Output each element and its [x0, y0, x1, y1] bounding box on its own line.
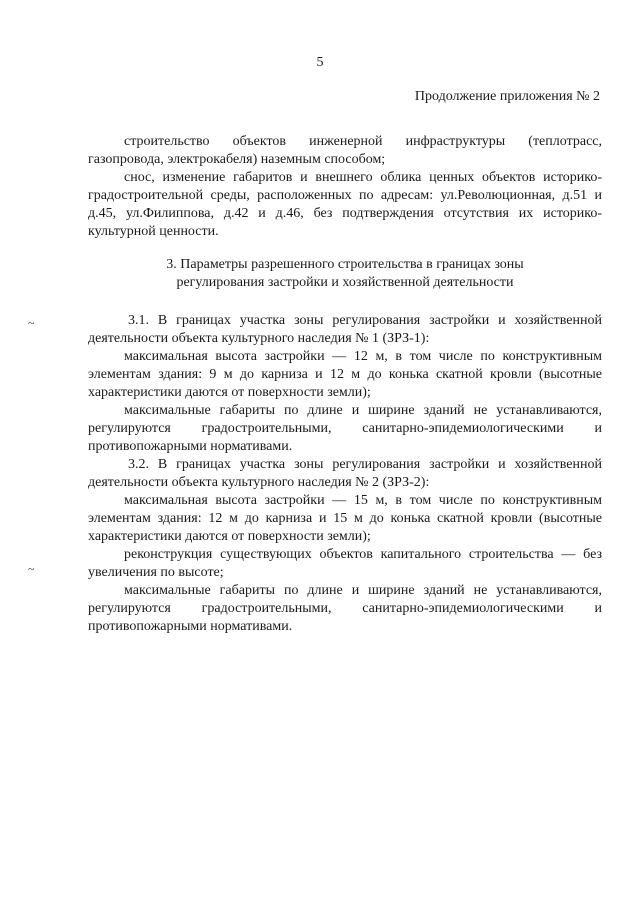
section-heading-line: 3. Параметры разрешенного строительства в границах зоны — [166, 257, 524, 272]
subsection-title: 3.1. В границах участка зоны регулирования застройки и хозяйственной деятельности объекта культурного наследия № 1 (ЗРЗ-1): — [88, 313, 602, 346]
section-heading-line: регулирования застройки и хозяйственной деятельности — [176, 275, 514, 290]
margin-mark: ~ — [28, 562, 35, 576]
intro-paragraph: строительство объектов инженерной инфраструктуры (теплотрасс, газопровода, электрокабеля) наземным способом; — [88, 134, 602, 167]
dimensions-paragraph: максимальные габариты по длине и ширине зданий не устанавливаются, регулируются градостроительными, санитарно-эпидемиологическими и противопожарными нормативами. — [88, 403, 602, 454]
appendix-label: Продолжение приложения № 2 — [414, 89, 600, 104]
height-paragraph: максимальная высота застройки — 12 м, в том числе по конструктивным элементам здания: 9 м до карниза и 12 м до конька скатной кровли (высотные характеристики даются от поверхности земли); — [88, 349, 602, 400]
intro-paragraph: снос, изменение габаритов и внешнего облика ценных объектов историко-градостроительной среды, расположенных по адресам: ул.Революционная, д.51 и д.45, ул.Филиппова, д.42 и д.46, без подтверждения отсутствия их историко-культурной ценности. — [88, 170, 602, 239]
subsection-title: 3.2. В границах участка зоны регулирования застройки и хозяйственной деятельности объекта культурного наследия № 2 (ЗРЗ-2): — [88, 457, 602, 490]
document-body — [88, 133, 602, 636]
page-number: 5 — [316, 55, 324, 70]
margin-mark: ~ — [28, 316, 35, 330]
section-heading — [88, 256, 602, 292]
dimensions-paragraph: максимальные габариты по длине и ширине зданий не устанавливаются, регулируются градостроительными, санитарно-эпидемиологическими и противопожарными нормативами. — [88, 583, 602, 634]
height-paragraph: максимальная высота застройки — 15 м, в том числе по конструктивным элементам здания: 12 м до карниза и 15 м до конька скатной кровли (высотные характеристики даются от поверхности земли); — [88, 493, 602, 544]
reconstruction-paragraph: реконструкция существующих объектов капитального строительства — без увеличения по высоте; — [88, 547, 602, 580]
